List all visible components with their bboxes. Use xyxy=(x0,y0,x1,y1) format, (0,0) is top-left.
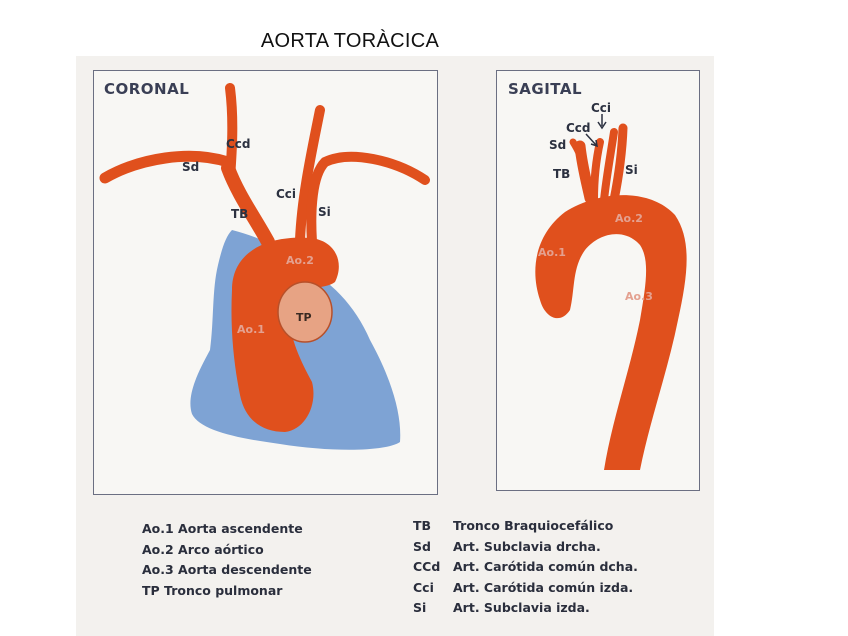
legend-abbr: Cci xyxy=(413,579,434,595)
legend-branches xyxy=(413,516,638,619)
sagital-label-tb: TB xyxy=(553,167,571,181)
sagital-label-ccd: Ccd xyxy=(566,121,591,135)
legend-abbr: CCd xyxy=(413,559,441,574)
legend-aorta-segments xyxy=(142,519,312,601)
legend-item: Ao.1 Aorta ascendente xyxy=(142,521,303,536)
legend-item: Ao.2 Arco aórtico xyxy=(142,541,264,557)
label-ao2: Ao.2 xyxy=(286,254,314,267)
legend-item xyxy=(413,537,638,558)
label-si: Si xyxy=(318,205,331,219)
legend-text: Art. Carótida común izda. xyxy=(453,579,634,595)
legend-item xyxy=(413,557,638,578)
sagital-label-si: Si xyxy=(625,163,638,177)
label-tb: TB xyxy=(231,207,249,221)
label-sd: Sd xyxy=(182,160,200,174)
label-ccd: Ccd xyxy=(226,137,251,151)
legend-item: TP Tronco pulmonar xyxy=(142,582,283,598)
sagital-ccd-artery xyxy=(594,142,600,200)
legend-abbr: Si xyxy=(413,600,427,615)
sagital-aorta xyxy=(535,195,686,470)
sagital-heading: SAGITAL xyxy=(508,80,583,98)
label-ao1: Ao.1 xyxy=(237,323,265,336)
legend-text: Art. Subclavia drcha. xyxy=(453,538,601,554)
legend-text: Tronco Braquiocefálico xyxy=(453,518,614,533)
label-tp: TP xyxy=(296,311,312,324)
sagital-label-ao1: Ao.1 xyxy=(538,246,566,259)
sagital-label-ao2: Ao.2 xyxy=(615,212,643,225)
sagital-label-ao3: Ao.3 xyxy=(625,290,653,303)
legend-item: Ao.3 Aorta descendente xyxy=(142,562,312,577)
legend-text: Art. Subclavia izda. xyxy=(453,600,590,615)
legend-abbr: TB xyxy=(413,518,432,533)
coronal-heading: CORONAL xyxy=(104,80,190,98)
coronal-si-artery xyxy=(311,157,425,242)
sagital-label-sd: Sd xyxy=(549,138,567,152)
sagital-label-cci: Cci xyxy=(591,101,612,115)
coronal-sd-artery xyxy=(105,156,228,178)
legend-item xyxy=(413,578,638,599)
arrow-ccd xyxy=(586,134,596,145)
legend-abbr: Sd xyxy=(413,538,431,554)
page-title: AORTA TORÀCICA xyxy=(260,30,440,52)
legend-text: Art. Carótida común dcha. xyxy=(453,559,638,574)
legend-item xyxy=(413,598,638,619)
legend-item xyxy=(413,516,638,537)
label-cci: Cci xyxy=(276,187,297,201)
